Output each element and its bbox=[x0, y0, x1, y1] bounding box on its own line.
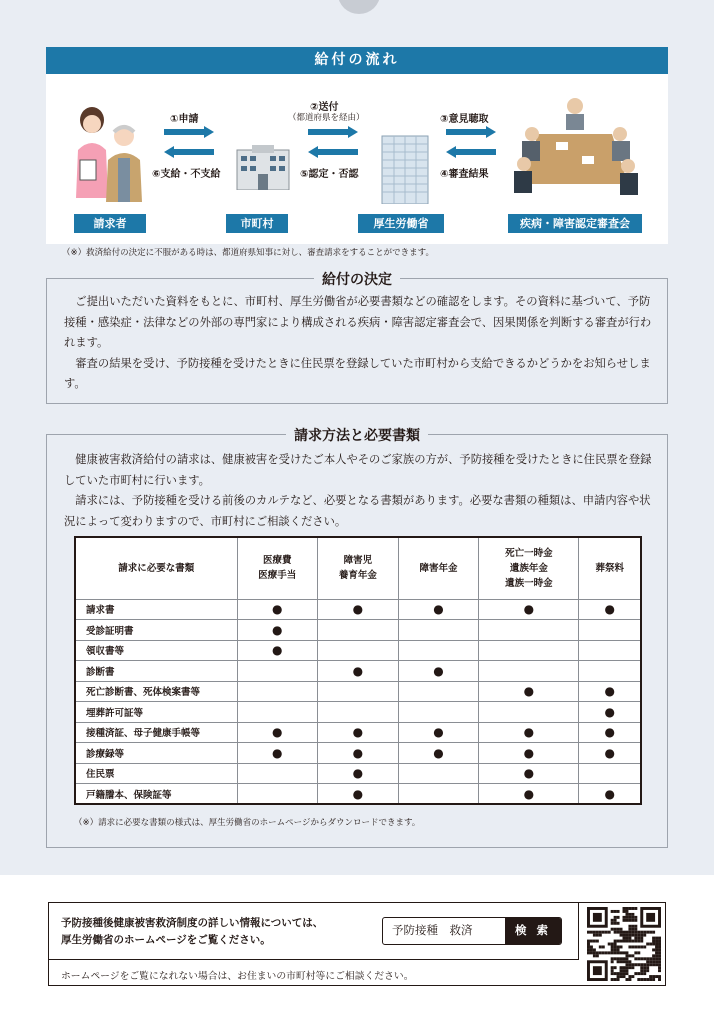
table-header: 障害年金 bbox=[398, 537, 479, 599]
required-mark bbox=[479, 702, 579, 723]
document-name: 受診証明書 bbox=[75, 620, 237, 641]
step-1-label: ①申請 bbox=[170, 114, 199, 125]
search-button[interactable]: 検 索 bbox=[505, 918, 561, 944]
arrow-left-icon bbox=[308, 146, 358, 158]
required-mark: ● bbox=[237, 620, 318, 641]
required-mark bbox=[579, 640, 641, 661]
document-name: 接種済証、母子健康手帳等 bbox=[75, 722, 237, 743]
step-4-label: ④審査結果 bbox=[440, 169, 489, 180]
request-paragraph: 健康被害救済給付の請求は、健康被害を受けたご本人やそのご家族の方が、予防接種を受けたときに住民票を登録していた市町村に行います。 bbox=[64, 453, 652, 487]
required-mark bbox=[398, 620, 479, 641]
required-documents-table bbox=[74, 536, 642, 805]
document-name: 請求書 bbox=[75, 599, 237, 620]
table-header: 死亡一時金 遺族年金 遺族一時金 bbox=[479, 537, 579, 599]
required-mark: ● bbox=[237, 640, 318, 661]
required-mark bbox=[318, 640, 399, 661]
document-name: 診断書 bbox=[75, 661, 237, 682]
required-mark: ● bbox=[579, 681, 641, 702]
required-mark bbox=[318, 702, 399, 723]
required-mark bbox=[398, 640, 479, 661]
info-band bbox=[0, 875, 714, 1012]
required-mark bbox=[398, 681, 479, 702]
info-subnote: ホームページをご覧になれない場合は、お住まいの市町村等にご相談ください。 bbox=[61, 971, 414, 982]
required-mark bbox=[479, 620, 579, 641]
document-name: 死亡診断書、死体検案書等 bbox=[75, 681, 237, 702]
required-mark bbox=[237, 702, 318, 723]
table-row bbox=[75, 722, 641, 743]
required-mark bbox=[398, 702, 479, 723]
required-mark: ● bbox=[579, 743, 641, 764]
actor-review-committee: 疾病・障害認定審査会 bbox=[508, 214, 642, 233]
decision-title: 給付の決定 bbox=[314, 272, 400, 288]
table-row bbox=[75, 599, 641, 620]
table-note: （※）請求に必要な書類の様式は、厚生労働省のホームページからダウンロードできます。 bbox=[74, 818, 421, 828]
required-mark bbox=[398, 763, 479, 784]
request-paragraph: 請求には、予防接種を受ける前後のカルテなど、必要となる書類があります。必要な書類の種類は、申請内容や状況によって変わりますので、市町村にご相談ください。 bbox=[64, 494, 651, 528]
document-name: 埋葬許可証等 bbox=[75, 702, 237, 723]
required-mark: ● bbox=[479, 599, 579, 620]
table-row bbox=[75, 702, 641, 723]
flow-note: （※）救済給付の決定に不服がある時は、都道府県知事に対し、審査請求をすることができます。 bbox=[62, 248, 434, 258]
table-row bbox=[75, 743, 641, 764]
flow-title: 給付の流れ bbox=[46, 47, 668, 74]
info-line-2: 厚生労働省のホームページをご覧ください。 bbox=[61, 934, 271, 946]
required-mark: ● bbox=[479, 681, 579, 702]
required-mark bbox=[237, 661, 318, 682]
required-mark: ● bbox=[398, 722, 479, 743]
table-header: 葬祭料 bbox=[579, 537, 641, 599]
table-row bbox=[75, 640, 641, 661]
table-row bbox=[75, 681, 641, 702]
document-name: 戸籍謄本、保険証等 bbox=[75, 784, 237, 805]
table-row bbox=[75, 784, 641, 805]
required-mark: ● bbox=[479, 722, 579, 743]
required-mark bbox=[237, 681, 318, 702]
required-mark: ● bbox=[318, 784, 399, 805]
required-mark: ● bbox=[579, 702, 641, 723]
document-name: 診療録等 bbox=[75, 743, 237, 764]
document-name: 住民票 bbox=[75, 763, 237, 784]
required-mark: ● bbox=[398, 599, 479, 620]
arrow-right-icon bbox=[308, 126, 358, 138]
step-6-label: ⑥支給・不支給 bbox=[152, 169, 221, 180]
required-mark: ● bbox=[579, 722, 641, 743]
request-title: 請求方法と必要書類 bbox=[286, 428, 428, 444]
step-3-label: ③意見聴取 bbox=[440, 114, 489, 125]
required-mark: ● bbox=[318, 599, 399, 620]
required-mark: ● bbox=[579, 784, 641, 805]
actor-claimant: 請求者 bbox=[74, 214, 146, 233]
required-mark: ● bbox=[237, 599, 318, 620]
required-mark: ● bbox=[237, 743, 318, 764]
step-2-sublabel: （都道府県を経由） bbox=[288, 113, 365, 123]
arrow-right-icon bbox=[446, 126, 496, 138]
required-mark bbox=[318, 620, 399, 641]
request-section bbox=[46, 428, 668, 848]
table-row bbox=[75, 620, 641, 641]
search-box[interactable] bbox=[382, 917, 562, 945]
step-2-label: ②送付 bbox=[310, 102, 339, 113]
required-mark: ● bbox=[398, 661, 479, 682]
required-mark: ● bbox=[318, 743, 399, 764]
city-hall-building-icon bbox=[236, 144, 290, 190]
required-mark bbox=[237, 763, 318, 784]
qr-code-icon[interactable] bbox=[587, 907, 661, 981]
actor-ministry: 厚生労働省 bbox=[358, 214, 444, 233]
required-mark bbox=[579, 620, 641, 641]
benefit-flow-panel bbox=[46, 47, 668, 258]
committee-meeting-illustration bbox=[508, 94, 642, 204]
required-mark bbox=[398, 784, 479, 805]
arrow-right-icon bbox=[164, 126, 214, 138]
required-mark bbox=[479, 661, 579, 682]
required-mark: ● bbox=[479, 763, 579, 784]
info-box bbox=[48, 902, 666, 986]
search-keyword: 予防接種 救済 bbox=[392, 923, 473, 937]
required-mark bbox=[579, 661, 641, 682]
actor-municipality: 市町村 bbox=[226, 214, 288, 233]
decision-section bbox=[46, 272, 668, 404]
arrow-left-icon bbox=[446, 146, 496, 158]
table-row bbox=[75, 763, 641, 784]
step-5-label: ⑤認定・否認 bbox=[300, 169, 359, 180]
required-mark bbox=[318, 681, 399, 702]
page-tab-circle bbox=[338, 0, 380, 14]
table-header: 請求に必要な書類 bbox=[75, 537, 237, 599]
required-mark: ● bbox=[479, 784, 579, 805]
claimant-illustration bbox=[72, 98, 148, 206]
required-mark: ● bbox=[579, 599, 641, 620]
document-name: 領収書等 bbox=[75, 640, 237, 661]
info-line-1: 予防接種後健康被害救済制度の詳しい情報については、 bbox=[61, 917, 324, 929]
required-mark bbox=[579, 763, 641, 784]
required-mark bbox=[237, 784, 318, 805]
required-mark bbox=[479, 640, 579, 661]
required-mark: ● bbox=[237, 722, 318, 743]
required-mark: ● bbox=[318, 722, 399, 743]
arrow-left-icon bbox=[164, 146, 214, 158]
ministry-building-icon bbox=[380, 134, 430, 204]
decision-paragraph: ご提出いただいた資料をもとに、市町村、厚生労働省が必要書類などの確認をします。その資料に基づいて、予防接種・感染症・法律などの外部の専門家により構成される疾病・障害認定審査会で、因果関係を判断する審査が行われます。 bbox=[64, 295, 652, 349]
required-mark: ● bbox=[398, 743, 479, 764]
table-row bbox=[75, 661, 641, 682]
table-header: 医療費 医療手当 bbox=[237, 537, 318, 599]
required-mark: ● bbox=[479, 743, 579, 764]
table-header: 障害児 養育年金 bbox=[318, 537, 399, 599]
required-mark: ● bbox=[318, 763, 399, 784]
decision-paragraph: 審査の結果を受け、予防接種を受けたときに住民票を登録していた市町村から支給できるかどうかをお知らせします。 bbox=[64, 356, 651, 390]
required-mark: ● bbox=[318, 661, 399, 682]
